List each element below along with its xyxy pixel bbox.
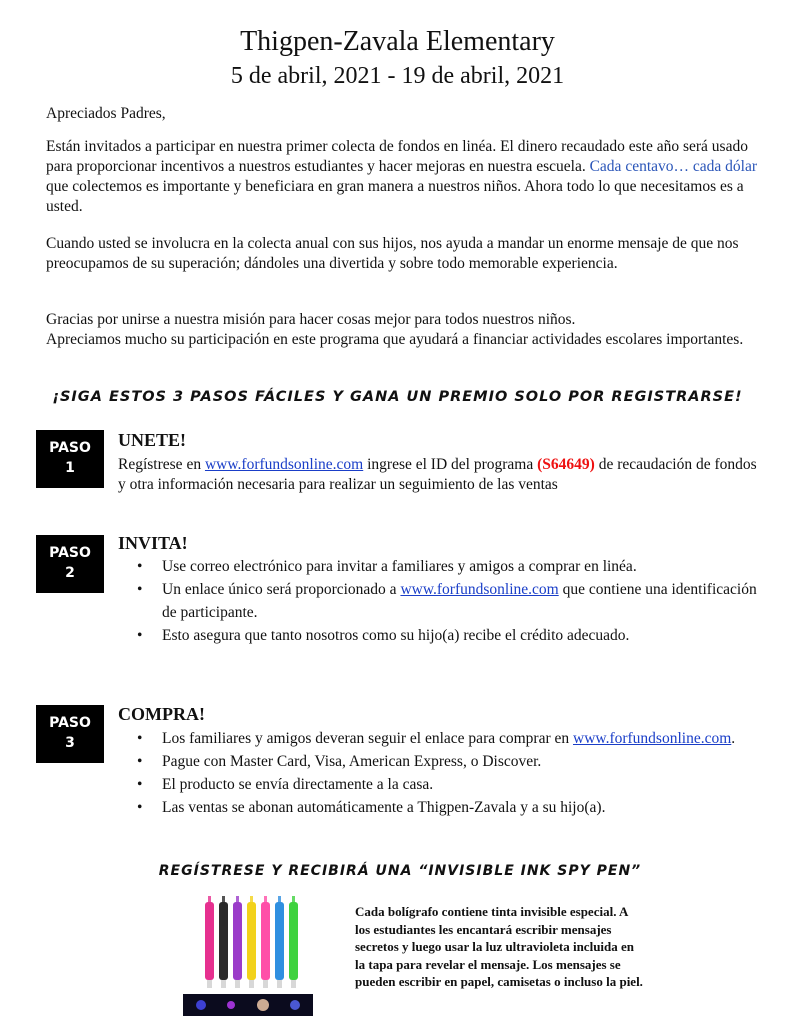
step-1-badge <box>36 430 104 488</box>
step-3-bullet-1 <box>118 727 768 750</box>
step-1-text-b: ingrese el ID del programa <box>363 456 538 473</box>
step-2-bullet-2 <box>118 578 768 624</box>
step-2-title: INVITA! <box>118 533 188 553</box>
school-name: Thigpen-Zavala Elementary <box>240 26 555 57</box>
paragraph-3-line-b: Apreciamos mucho su participación en este programa que ayudará a financiar actividades escolares importantes. <box>46 331 744 348</box>
uv-glow-1 <box>196 1000 206 1010</box>
paragraph-1 <box>46 137 758 217</box>
paragraph-1-text-c: que colectemos es importante y beneficiara en gran manera a nuestros niños. Ahora todo lo que necesitamos es a usted. <box>46 178 744 215</box>
paragraph-3-line-a: Gracias por unirse a nuestra misión para hacer cosas mejor para todos nuestros niños. <box>46 311 576 328</box>
uv-glow-3 <box>290 1000 300 1010</box>
step-2-list-wrap <box>118 555 768 647</box>
step-3-title: COMPRA! <box>118 704 205 724</box>
pen-clip <box>264 896 267 926</box>
step-3-bullet-1-text-a: Los familiares y amigos deveran seguir el enlace para comprar en <box>162 730 573 747</box>
program-id: (S64649) <box>537 456 595 473</box>
step-2-list <box>118 555 768 647</box>
pen-tip <box>277 980 282 988</box>
paragraph-1-text-a: Están invitados a participar en nuestra primer colecta de fondos en linéa. El dinero recaudado este año será usado para proporcionar incentivos a nuestros estudiantes y hacer mejoras en nuestra escuela. <box>46 138 748 175</box>
paragraph-3 <box>46 310 758 350</box>
pen-tip <box>291 980 296 988</box>
step-1-link[interactable]: www.forfundsonline.com <box>204 456 364 473</box>
prize-banner: REGÍSTRESE Y RECIBIRÁ UNA “INVISIBLE INK SPY PEN” <box>158 863 642 879</box>
spy-pens-image <box>183 894 313 1016</box>
step-2-bullet-2-text-b: que contiene una identificación de participante. <box>162 581 757 621</box>
step-2-badge-word: PASO <box>49 545 91 561</box>
step-2-bullet-2-text-a: Un enlace único será proporcionado a <box>162 581 401 598</box>
step-3-list <box>118 727 768 819</box>
step-3-badge-number: 3 <box>65 735 75 751</box>
step-3-bullet-2: • Pague con Master Card, Visa, American Express, o Discover. <box>118 750 768 773</box>
step-2-bullet-1: • Use correo electrónico para invitar a familiares y amigos a comprar en linéa. <box>118 555 768 578</box>
pen-tip <box>249 980 254 988</box>
pen-description: Cada bolígrafo contiene tinta invisible especial. A los estudiantes les encantará escribir mensajes secretos y luego usar la luz ultravioleta incluida en la tapa para revelar el mensaje. Los mensajes se pueden escribir en papel, camisetas o incluso la piel. <box>355 904 643 989</box>
step-1-badge-word: PASO <box>49 440 91 456</box>
step-2-bullet-3: • Esto asegura que tanto nosotros como su hijo(a) recibe el crédito adecuado. <box>118 624 768 647</box>
step-3-link[interactable]: www.forfundsonline.com <box>573 730 732 747</box>
pen-clip <box>222 896 225 926</box>
step-2-badge-number: 2 <box>65 565 75 581</box>
step-1-text-c: de recaudación de fondos y otra información necesaria para realizar un seguimiento de las ventas <box>118 456 757 493</box>
step-3-list-wrap <box>118 727 768 819</box>
pen-clip <box>292 896 295 926</box>
pen-tip <box>235 980 240 988</box>
step-3-badge <box>36 705 104 763</box>
hand-photo <box>257 999 269 1011</box>
paragraph-2: Cuando usted se involucra en la colecta anual con sus hijos, nos ayuda a mandar un enorme mensaje de que nos preocupamos de su superación; dándoles una divertida y sobre todo memorable experiencia. <box>46 235 739 272</box>
paragraph-1-highlight: Cada centavo… cada dólar <box>589 158 757 175</box>
step-3-badge-word: PASO <box>49 715 91 731</box>
steps-banner: ¡SIGA ESTOS 3 PASOS FÁCILES Y GANA UN PREMIO SOLO POR REGISTRARSE! <box>52 389 743 405</box>
uv-glow-2 <box>227 1001 235 1009</box>
step-3-bullet-3: • El producto se envía directamente a la casa. <box>118 773 768 796</box>
step-1-text-a: Regístrese en <box>118 456 205 473</box>
pen-tip <box>263 980 268 988</box>
step-3-bullet-4: • Las ventas se abonan automáticamente a Thigpen-Zavala y a su hijo(a). <box>118 796 768 819</box>
step-1-text <box>118 455 768 495</box>
step-2-link[interactable]: www.forfundsonline.com <box>400 581 559 598</box>
pen-tip <box>207 980 212 988</box>
step-2-badge <box>36 535 104 593</box>
step-1-badge-number: 1 <box>65 460 75 476</box>
pen-clip <box>208 896 211 926</box>
pen-clip <box>278 896 281 926</box>
step-3-bullet-1-text-b: . <box>731 730 736 747</box>
pen-clip <box>236 896 239 926</box>
greeting: Apreciados Padres, <box>46 105 166 122</box>
date-range: 5 de abril, 2021 - 19 de abril, 2021 <box>230 63 565 89</box>
pen-tip <box>221 980 226 988</box>
step-1-title: UNETE! <box>118 430 187 450</box>
pen-clip <box>250 896 253 926</box>
